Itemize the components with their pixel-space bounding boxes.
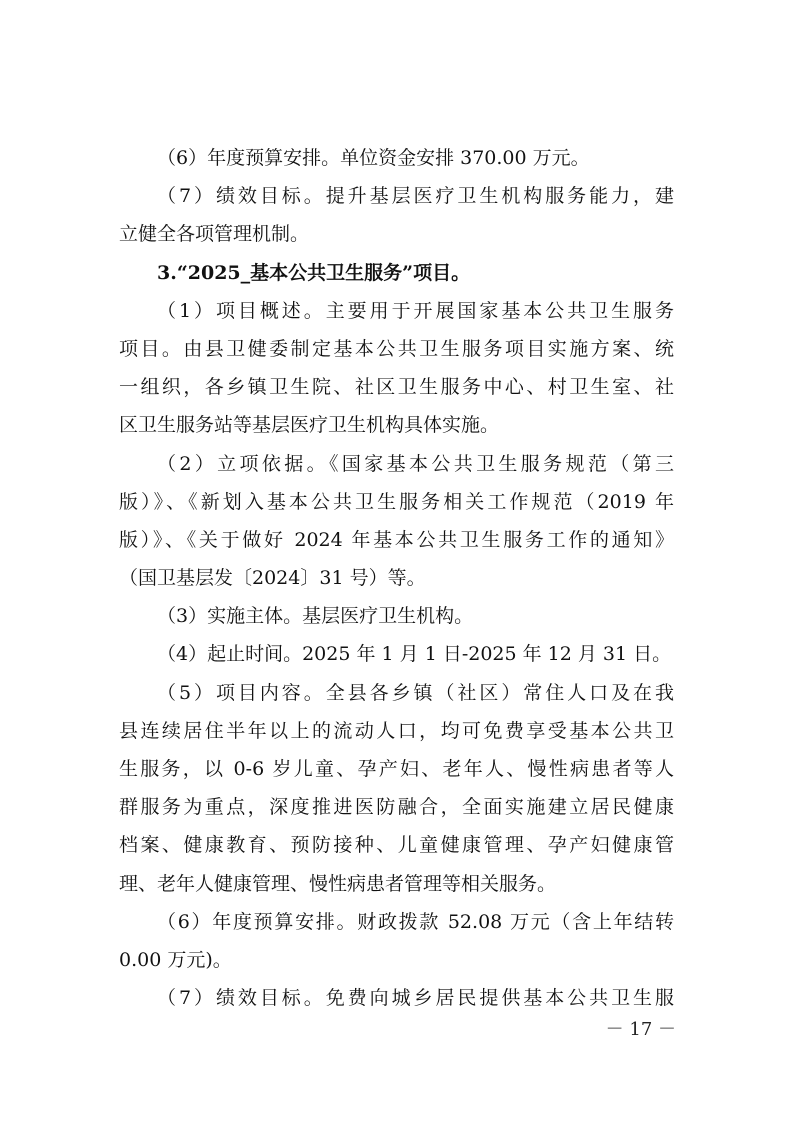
text-line: 立健全各项管理机制。 [119, 223, 310, 246]
text-line: 生服务，以 0-6 岁儿童、孕产妇、老年人、慢性病患者等人 [119, 758, 674, 780]
text-line: 区卫生服务站等基层医疗卫生机构具体实施。 [119, 414, 500, 437]
text-line: （2）立项依据。《国家基本公共卫生服务规范（第三 [157, 452, 674, 475]
page-number: － 17 － [605, 1019, 676, 1040]
text-line: （5）项目内容。全县各乡镇（社区）常住人口及在我 [157, 681, 674, 704]
text-line: （6）年度预算安排。单位资金安排 370.00 万元。 [157, 147, 590, 169]
text-line: 理、老年人健康管理、慢性病患者管理等相关服务。 [119, 872, 557, 895]
text-line: （7）绩效目标。免费向城乡居民提供基本公共卫生服 [157, 987, 674, 1010]
text-line: （3）实施主体。基层医疗卫生机构。 [157, 605, 474, 628]
section-heading: 3.“2025_基本公共卫生服务”项目。 [157, 261, 471, 284]
text-line: 群服务为重点，深度推进医防融合，全面实施建立居民健康 [119, 796, 674, 819]
document-body [119, 139, 674, 1017]
text-line: 档案、健康教育、预防接种、儿童健康管理、孕产妇健康管 [119, 834, 674, 857]
text-line: 版）》、《关于做好 2024 年基本公共卫生服务工作的通知》 [119, 528, 674, 551]
text-line: 0.00 万元)。 [119, 948, 232, 971]
text-line: （6）年度预算安排。财政拨款 52.08 万元（含上年结转 [157, 910, 674, 933]
text-line: （7）绩效目标。提升基层医疗卫生机构服务能力，建 [157, 185, 674, 208]
text-line: （1）项目概述。主要用于开展国家基本公共卫生服务 [157, 299, 674, 322]
text-line: 项目。由县卫健委制定基本公共卫生服务项目实施方案、统 [119, 337, 674, 360]
text-line: 一组织，各乡镇卫生院、社区卫生服务中心、村卫生室、社 [119, 376, 674, 399]
text-line: （4）起止时间。2025 年 1 月 1 日-2025 年 12 月 31 日。 [157, 643, 672, 666]
text-line: 版）》、《新划入基本公共卫生服务相关工作规范（2019 年 [119, 490, 674, 513]
text-line: （国卫基层发〔2024〕31 号）等。 [119, 567, 426, 590]
text-line: 县连续居住半年以上的流动人口，均可免费享受基本公共卫 [119, 719, 674, 742]
